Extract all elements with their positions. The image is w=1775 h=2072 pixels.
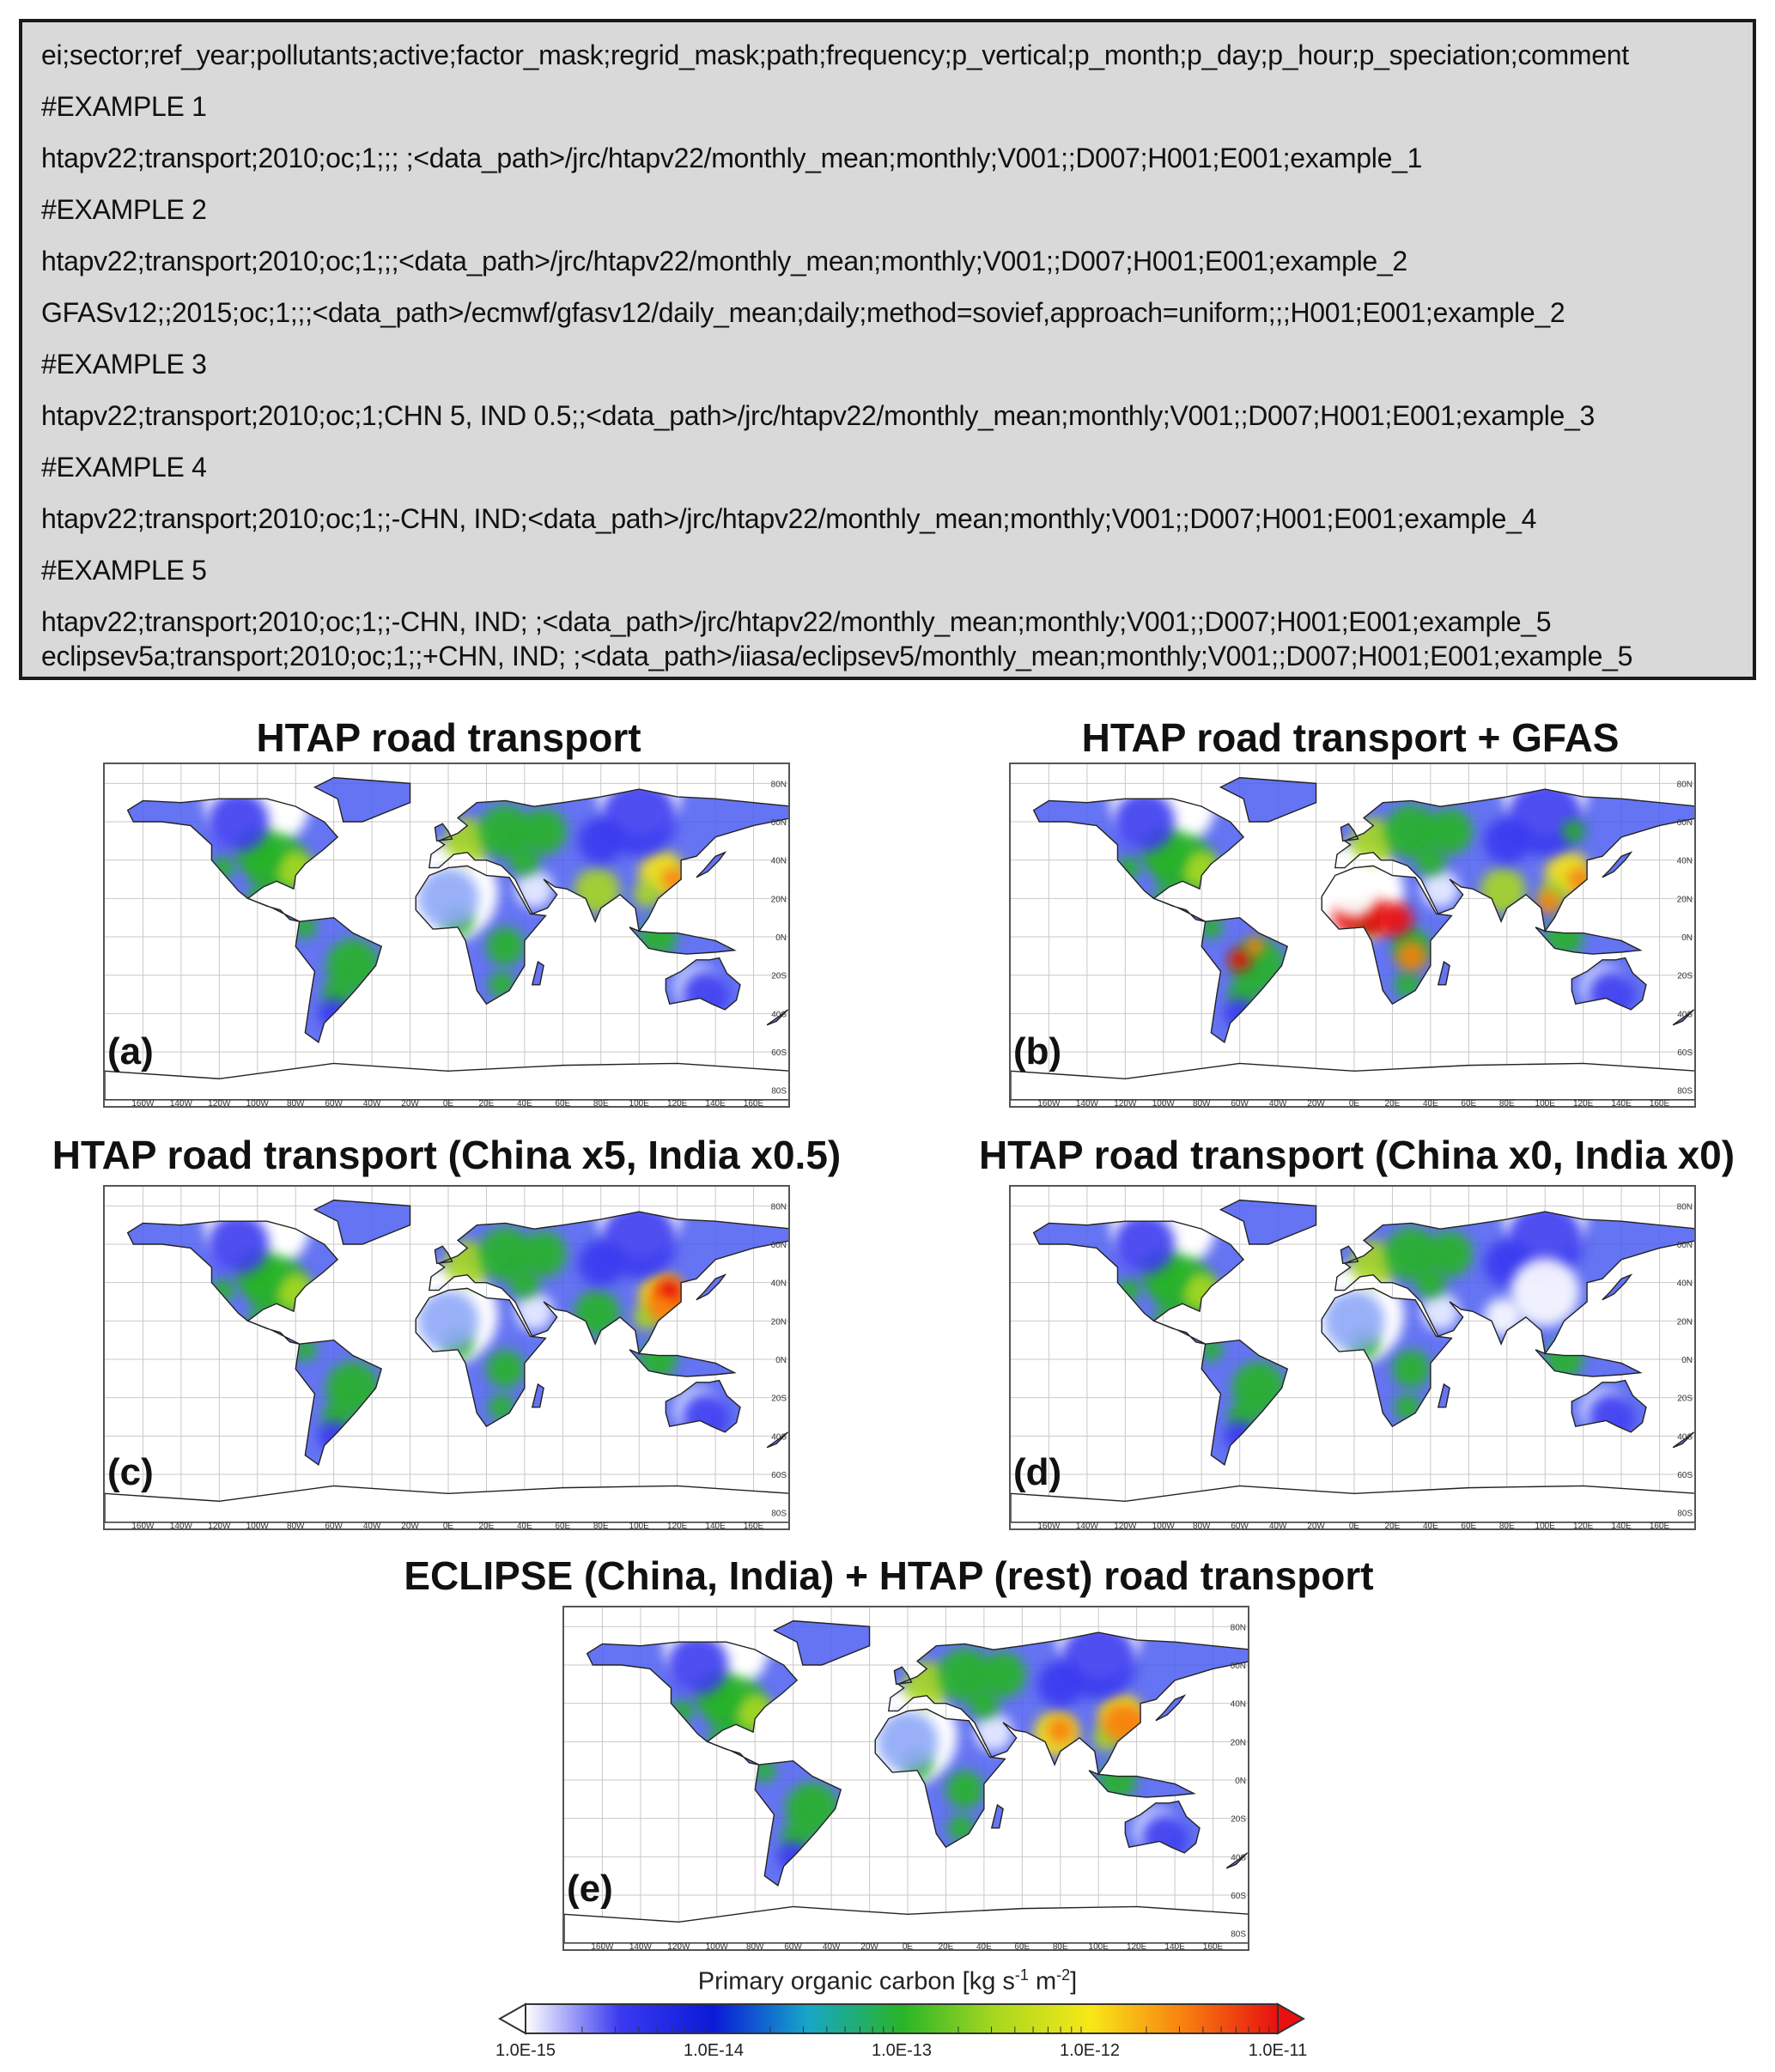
- lat-tick-label: 40S: [1677, 1432, 1693, 1443]
- land-emissions: [1011, 764, 1696, 1108]
- lon-tick-label: 160W: [1037, 1522, 1061, 1530]
- config-example-header: #EXAMPLE 5: [41, 555, 207, 586]
- lat-tick-label: 60S: [1677, 1471, 1693, 1480]
- colorbar-title-mid: m: [1028, 1967, 1057, 1996]
- config-line: htapv22;transport;2010;oc;1;;-CHN, IND; ;<data_path>/jrc/htapv22/monthly_mean;monthly;V001;;D007;H001;E001;example_5: [41, 606, 1552, 637]
- lat-tick-label: 20N: [1230, 1738, 1246, 1748]
- lat-tick-label: 20N: [770, 1317, 787, 1328]
- lat-tick-label: 40S: [771, 1010, 787, 1020]
- lat-tick-label: 40S: [771, 1432, 787, 1443]
- lon-tick-label: 100E: [1088, 1942, 1109, 1951]
- lon-tick-label: 140E: [1611, 1099, 1632, 1108]
- lon-tick-label: 60W: [1231, 1099, 1249, 1108]
- config-line: htapv22;transport;2010;oc;1;;-CHN, IND;<data_path>/jrc/htapv22/monthly_mean;monthly;V001;;D007;H001;E001;example_4: [41, 503, 1537, 534]
- lon-tick-label: 140W: [169, 1522, 192, 1530]
- lon-tick-label: 0E: [1348, 1099, 1360, 1108]
- lon-tick-label: 120E: [1572, 1522, 1594, 1530]
- lon-tick-label: 20W: [1307, 1099, 1325, 1108]
- lon-tick-label: 140E: [1611, 1522, 1632, 1530]
- land-emissions: [564, 1607, 1249, 1951]
- lat-tick-label: 0N: [1235, 1777, 1246, 1786]
- lon-tick-label: 80W: [1192, 1099, 1211, 1108]
- panel-label-e: (e): [567, 1868, 613, 1910]
- lat-tick-label: 80N: [770, 1202, 787, 1212]
- lat-tick-label: 40N: [770, 1279, 787, 1289]
- lon-tick-label: 60E: [1461, 1522, 1477, 1530]
- land-emissions: [105, 764, 790, 1108]
- colorbar-under-arrow: [500, 2004, 526, 2033]
- lon-tick-label: 100W: [246, 1522, 269, 1530]
- lat-tick-label: 20S: [771, 1394, 787, 1404]
- lon-tick-label: 80E: [593, 1522, 609, 1530]
- lon-tick-label: 0E: [442, 1099, 454, 1108]
- lon-tick-label: 160W: [131, 1099, 155, 1108]
- config-line: htapv22;transport;2010;oc;1;;;<data_path>/jrc/htapv22/monthly_mean;monthly;V001;;D007;H001;E001;example_2: [41, 246, 1407, 276]
- panel-title-b: HTAP road transport + GFAS: [1081, 715, 1620, 760]
- lon-tick-label: 20W: [401, 1522, 419, 1530]
- lat-tick-label: 60S: [771, 1048, 787, 1058]
- lon-tick-label: 0E: [902, 1942, 914, 1951]
- colorbar-tick-label: 1.0E-13: [871, 2041, 933, 2060]
- lat-tick-label: 20N: [1676, 1317, 1693, 1328]
- config-text-box: [19, 19, 1756, 680]
- config-example-header: #EXAMPLE 4: [41, 452, 207, 483]
- config-line: htapv22;transport;2010;oc;1;CHN 5, IND 0.5;;<data_path>/jrc/htapv22/monthly_mean;monthly;V001;;D007;H001;E001;example_3: [41, 400, 1595, 431]
- lon-tick-label: 160E: [1649, 1099, 1670, 1108]
- lat-tick-label: 40N: [770, 856, 787, 866]
- lon-tick-label: 80W: [1192, 1522, 1211, 1530]
- colorbar-title-text: Primary organic carbon [kg s: [697, 1967, 1015, 1996]
- lat-tick-label: 80S: [771, 1509, 787, 1519]
- land-emissions: [105, 1187, 790, 1530]
- lon-tick-label: 40W: [1268, 1522, 1287, 1530]
- lon-tick-label: 120E: [1126, 1942, 1147, 1951]
- lon-tick-label: 60W: [1231, 1522, 1249, 1530]
- lat-tick-label: 0N: [775, 933, 787, 943]
- world-map-b: [1011, 764, 1696, 1108]
- colorbar-title-exp2: -2: [1056, 1966, 1071, 1984]
- land-emissions: [1011, 1187, 1696, 1530]
- config-line: eclipsev5a;transport;2010;oc;1;;+CHN, IND; ;<data_path>/iiasa/eclipsev5/monthly_mean;monthly;V001;;D007;H001;E001;example_5: [41, 641, 1633, 671]
- colorbar-title-end: ]: [1070, 1967, 1078, 1996]
- lon-tick-label: 20E: [478, 1099, 495, 1108]
- panel-label-b: (b): [1013, 1030, 1062, 1072]
- lon-tick-label: 140W: [169, 1099, 192, 1108]
- config-line: htapv22;transport;2010;oc;1;;; ;<data_path>/jrc/htapv22/monthly_mean;monthly;V001;;D007;H001;E001;example_1: [41, 143, 1423, 173]
- lon-tick-label: 120W: [208, 1099, 231, 1108]
- lat-tick-label: 0N: [1681, 933, 1693, 943]
- longitude-tick-labels: [1037, 1522, 1669, 1530]
- lat-tick-label: 80S: [1677, 1509, 1693, 1519]
- world-map-c: [105, 1187, 790, 1530]
- lon-tick-label: 60W: [325, 1099, 343, 1108]
- longitude-tick-labels: [1037, 1099, 1669, 1108]
- config-line: ei;sector;ref_year;pollutants;active;factor_mask;regrid_mask;path;frequency;p_vertical;p_month;p_day;p_hour;p_speciation;comment: [41, 39, 1629, 70]
- lat-tick-label: 80S: [1231, 1929, 1246, 1940]
- colorbar-tick-label: 1.0E-15: [495, 2041, 556, 2060]
- panel-title-e: ECLIPSE (China, India) + HTAP (rest) road transport: [404, 1553, 1374, 1598]
- lon-tick-label: 60E: [555, 1099, 571, 1108]
- lon-tick-label: 20E: [478, 1522, 495, 1530]
- lon-tick-label: 120E: [666, 1099, 688, 1108]
- lon-tick-label: 120W: [1114, 1099, 1137, 1108]
- lon-tick-label: 160E: [1202, 1942, 1224, 1951]
- lat-tick-label: 40S: [1677, 1010, 1693, 1020]
- lat-tick-label: 40N: [1230, 1699, 1246, 1710]
- lon-tick-label: 100E: [1535, 1099, 1555, 1108]
- lon-tick-label: 80W: [286, 1099, 305, 1108]
- colorbar-title: [0, 1966, 1775, 1996]
- longitude-tick-labels: [591, 1942, 1223, 1951]
- lat-tick-label: 60N: [770, 1241, 787, 1250]
- lon-tick-label: 160E: [743, 1522, 764, 1530]
- config-example-header: #EXAMPLE 1: [41, 91, 207, 122]
- lat-tick-label: 60N: [1230, 1662, 1246, 1671]
- lat-tick-label: 80S: [771, 1086, 787, 1097]
- colorbar-tick-label: 1.0E-14: [683, 2041, 745, 2060]
- config-example-header: #EXAMPLE 2: [41, 194, 207, 225]
- lon-tick-label: 60E: [555, 1522, 571, 1530]
- lon-tick-label: 140E: [705, 1522, 726, 1530]
- longitude-tick-labels: [131, 1099, 763, 1108]
- lon-tick-label: 140W: [1075, 1099, 1098, 1108]
- lon-tick-label: 20E: [938, 1942, 954, 1951]
- lat-tick-label: 60S: [1231, 1892, 1246, 1901]
- world-map-e: [564, 1607, 1249, 1951]
- lat-tick-label: 60N: [770, 818, 787, 828]
- panel-title-a: HTAP road transport: [256, 715, 641, 760]
- lat-tick-label: 80N: [1230, 1623, 1246, 1633]
- lon-tick-label: 20W: [1307, 1522, 1325, 1530]
- lon-tick-label: 160W: [131, 1522, 155, 1530]
- latitude-tick-labels: [1677, 780, 1693, 1096]
- latitude-tick-labels: [1677, 1202, 1693, 1518]
- latitude-tick-labels: [1231, 1623, 1247, 1939]
- latitude-tick-labels: [771, 780, 787, 1096]
- lon-tick-label: 40W: [362, 1099, 381, 1108]
- map-panel-d: [1009, 1185, 1696, 1530]
- lon-tick-label: 120W: [1114, 1522, 1137, 1530]
- lat-tick-label: 20S: [1677, 1394, 1693, 1404]
- lon-tick-label: 100W: [1152, 1099, 1175, 1108]
- lon-tick-label: 140W: [629, 1942, 652, 1951]
- lon-tick-label: 120E: [666, 1522, 688, 1530]
- lat-tick-label: 40N: [1676, 1279, 1693, 1289]
- panel-label-a: (a): [107, 1030, 154, 1072]
- lat-tick-label: 40N: [1676, 856, 1693, 866]
- lon-tick-label: 40E: [1422, 1522, 1438, 1530]
- panel-title-c: HTAP road transport (China x5, India x0.5): [52, 1133, 842, 1177]
- lon-tick-label: 60E: [1014, 1942, 1030, 1951]
- panel-label-d: (d): [1013, 1451, 1062, 1493]
- colorbar-over-arrow: [1278, 2004, 1304, 2033]
- lon-tick-label: 20W: [860, 1942, 878, 1951]
- colorbar: [498, 1997, 1305, 2040]
- lon-tick-label: 60W: [325, 1522, 343, 1530]
- lon-tick-label: 80E: [1052, 1942, 1068, 1951]
- lat-tick-label: 60S: [1677, 1048, 1693, 1058]
- lon-tick-label: 40E: [976, 1942, 992, 1951]
- lon-tick-label: 80W: [286, 1522, 305, 1530]
- lat-tick-label: 0N: [775, 1356, 787, 1365]
- lon-tick-label: 160E: [1649, 1522, 1670, 1530]
- lat-tick-label: 80N: [770, 780, 787, 790]
- lat-tick-label: 80N: [1676, 780, 1693, 790]
- lon-tick-label: 100W: [1152, 1522, 1175, 1530]
- map-panel-b: [1009, 763, 1696, 1108]
- lon-tick-label: 160W: [1037, 1099, 1061, 1108]
- latitude-tick-labels: [771, 1202, 787, 1518]
- lat-tick-label: 0N: [1681, 1356, 1693, 1365]
- panel-title-d: HTAP road transport (China x0, India x0): [978, 1133, 1735, 1177]
- lat-tick-label: 80S: [1677, 1086, 1693, 1097]
- lon-tick-label: 40W: [822, 1942, 841, 1951]
- lon-tick-label: 40E: [516, 1522, 532, 1530]
- lon-tick-label: 100E: [629, 1522, 649, 1530]
- lon-tick-label: 80E: [1498, 1522, 1515, 1530]
- lon-tick-label: 40E: [516, 1099, 532, 1108]
- lon-tick-label: 40W: [1268, 1099, 1287, 1108]
- lon-tick-label: 140W: [1075, 1522, 1098, 1530]
- lat-tick-label: 20S: [1231, 1814, 1246, 1825]
- lat-tick-label: 60N: [1676, 818, 1693, 828]
- lon-tick-label: 0E: [1348, 1522, 1360, 1530]
- lat-tick-label: 80N: [1676, 1202, 1693, 1212]
- lon-tick-label: 120E: [1572, 1099, 1594, 1108]
- lon-tick-label: 120W: [667, 1942, 690, 1951]
- lat-tick-label: 20S: [771, 971, 787, 981]
- lon-tick-label: 80E: [593, 1099, 609, 1108]
- lon-tick-label: 160W: [591, 1942, 614, 1951]
- lon-tick-label: 100W: [705, 1942, 728, 1951]
- map-panel-c: [103, 1185, 790, 1530]
- lon-tick-label: 100E: [629, 1099, 649, 1108]
- lon-tick-label: 160E: [743, 1099, 764, 1108]
- longitude-tick-labels: [131, 1522, 763, 1530]
- lon-tick-label: 140E: [1164, 1942, 1185, 1951]
- lon-tick-label: 40E: [1422, 1099, 1438, 1108]
- lon-tick-label: 120W: [208, 1522, 231, 1530]
- lat-tick-label: 40S: [1231, 1853, 1246, 1863]
- world-map-d: [1011, 1187, 1696, 1530]
- map-panel-a: [103, 763, 790, 1108]
- lon-tick-label: 60W: [784, 1942, 802, 1951]
- config-line: GFASv12;;2015;oc;1;;;<data_path>/ecmwf/gfasv12/daily_mean;daily;method=sovief,approach=uniform;;;H001;E001;example_2: [41, 297, 1565, 328]
- lat-tick-label: 20N: [1676, 895, 1693, 905]
- lon-tick-label: 140E: [705, 1099, 726, 1108]
- colorbar-title-exp1: -1: [1014, 1966, 1029, 1984]
- lon-tick-label: 20E: [1384, 1522, 1401, 1530]
- colorbar-tick-label: 1.0E-11: [1248, 2041, 1308, 2060]
- colorbar-tick-label: 1.0E-12: [1059, 2041, 1121, 2060]
- lon-tick-label: 0E: [442, 1522, 454, 1530]
- lon-tick-label: 40W: [362, 1522, 381, 1530]
- lon-tick-label: 60E: [1461, 1099, 1477, 1108]
- lon-tick-label: 100E: [1535, 1522, 1555, 1530]
- lat-tick-label: 60S: [771, 1471, 787, 1480]
- lat-tick-label: 20S: [1677, 971, 1693, 981]
- lat-tick-label: 60N: [1676, 1241, 1693, 1250]
- lat-tick-label: 20N: [770, 895, 787, 905]
- panel-label-c: (c): [107, 1451, 154, 1493]
- lon-tick-label: 20E: [1384, 1099, 1401, 1108]
- lon-tick-label: 80W: [745, 1942, 764, 1951]
- config-example-header: #EXAMPLE 3: [41, 349, 207, 380]
- lon-tick-label: 100W: [246, 1099, 269, 1108]
- lon-tick-label: 20W: [401, 1099, 419, 1108]
- world-map-a: [105, 764, 790, 1108]
- map-panel-e: [562, 1606, 1249, 1951]
- lon-tick-label: 80E: [1498, 1099, 1515, 1108]
